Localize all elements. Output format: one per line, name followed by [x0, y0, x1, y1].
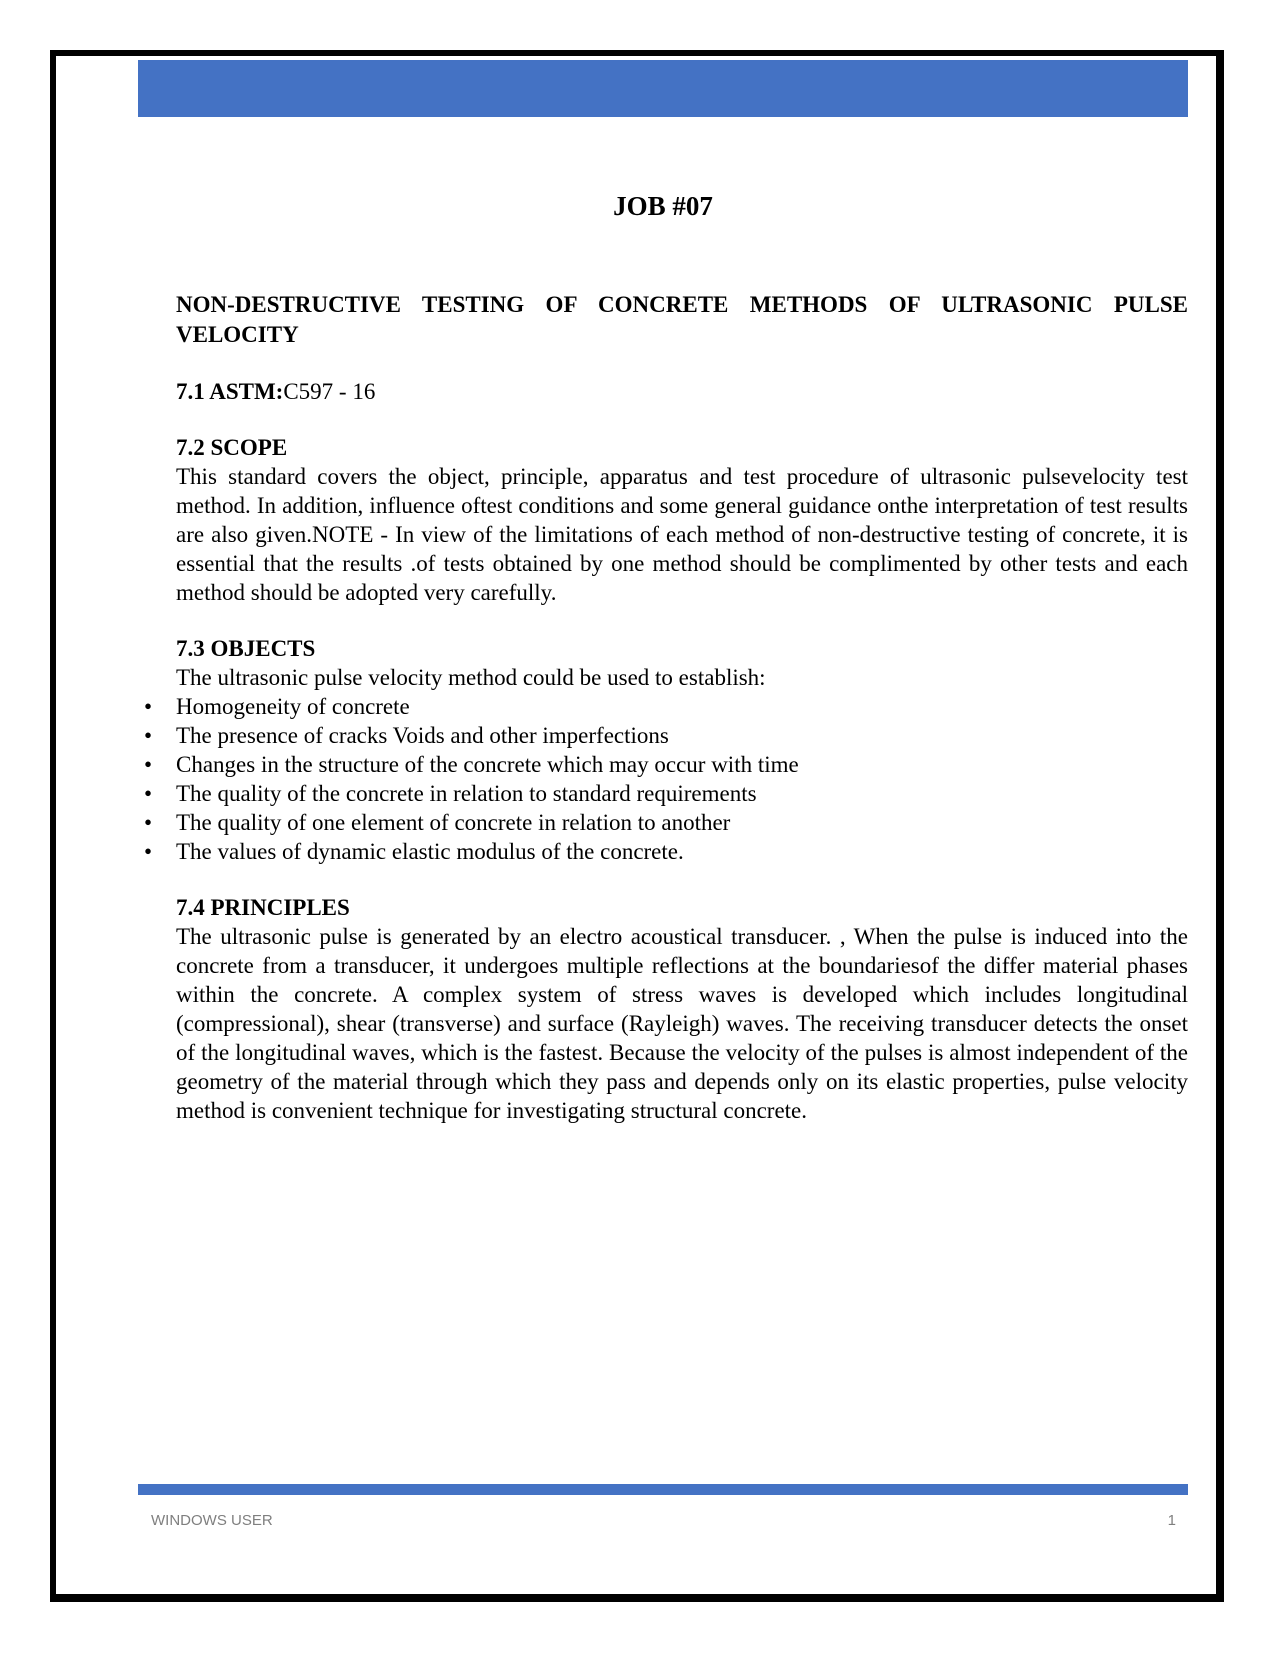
list-item-text: The quality of one element of concrete in relation to another — [176, 810, 731, 835]
bullet-icon: • — [143, 810, 153, 835]
page-number: 1 — [1167, 1512, 1176, 1529]
bullet-icon: • — [143, 694, 153, 719]
footer-rule — [138, 1484, 1188, 1495]
list-item-text: The values of dynamic elastic modulus of the concrete. — [176, 839, 684, 864]
main-heading: NON-DESTRUCTIVE TESTING OF CONCRETE METHODS OF ULTRASONIC PULSE VELOCITY — [176, 292, 1188, 347]
list-item-text: Homogeneity of concrete — [176, 694, 410, 719]
list-item — [143, 808, 1188, 837]
section-principles — [176, 893, 1188, 1125]
objects-list — [143, 692, 1188, 866]
list-item — [143, 721, 1188, 750]
job-title: JOB #07 — [613, 191, 713, 221]
list-item-text: Changes in the structure of the concrete which may occur with time — [176, 752, 799, 777]
section-scope — [176, 433, 1188, 607]
list-item-text: The presence of cracks Voids and other imperfections — [176, 723, 669, 748]
list-item — [143, 692, 1188, 721]
scope-heading: 7.2 SCOPE — [176, 435, 288, 460]
bullet-icon: • — [143, 781, 153, 806]
list-item — [143, 779, 1188, 808]
footer-author: WINDOWS USER — [151, 1512, 273, 1529]
bullet-icon: • — [143, 723, 153, 748]
principles-text: The ultrasonic pulse is generated by an electro acoustical transducer. , When the pulse is induced into the concrete from a transducer, it undergoes multiple reflections at the boundariesof the differ material phases within the concrete. A complex system of stress waves is developed which includes longitudinal (compressional), shear (transverse) and surface (Rayleigh) waves. The receiving transducer detects the onset of the longitudinal waves, which is the fastest. Because the velocity of the pulses is almost independent of the geometry of the material through which they pass and depends only on its elastic properties, pulse velocity method is convenient technique for investigating structural concrete. — [176, 924, 1188, 1123]
astm-value: C597 - 16 — [283, 379, 376, 404]
bullet-icon: • — [143, 839, 153, 864]
list-item — [143, 750, 1188, 779]
astm-line — [176, 377, 1188, 406]
list-item-text: The quality of the concrete in relation to standard requirements — [176, 781, 757, 806]
objects-heading: 7.3 OBJECTS — [176, 636, 316, 661]
header-band — [138, 60, 1188, 117]
bullet-icon: • — [143, 752, 153, 777]
principles-heading: 7.4 PRINCIPLES — [176, 895, 350, 920]
astm-label: 7.1 ASTM: — [176, 379, 284, 404]
section-objects — [143, 634, 1188, 866]
document-body — [143, 290, 1188, 1152]
list-item — [143, 837, 1188, 866]
objects-intro: The ultrasonic pulse velocity method could be used to establish: — [176, 665, 766, 690]
scope-text: This standard covers the object, principle, apparatus and test procedure of ultrasonic pulsevelocity test method. In addition, influence oftest conditions and some general guidance onthe interpretation of test results are also given.NOTE - In view of the limitations of each method of non-destructive testing of concrete, it is essential that the results .of tests obtained by one method should be complimented by other tests and each method should be adopted very carefully. — [176, 464, 1188, 605]
section-astm — [176, 377, 1188, 406]
